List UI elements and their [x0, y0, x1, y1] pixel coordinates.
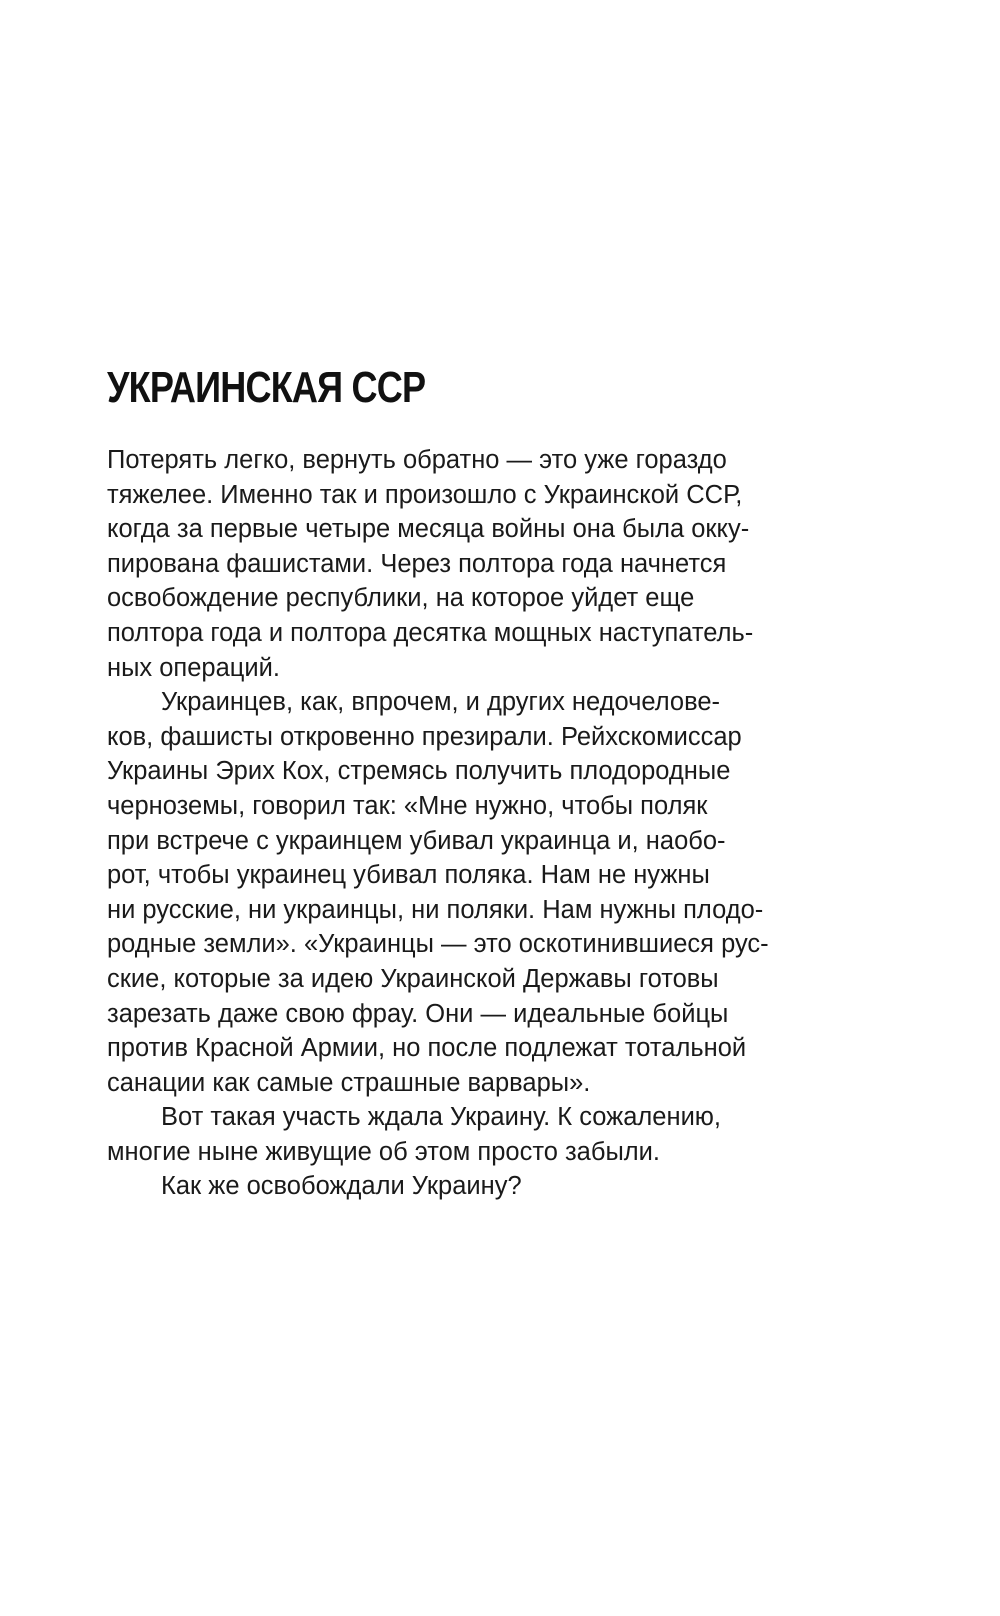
- text-line: родные земли». «Украинцы — это оскотинившиеся рус-: [107, 930, 769, 959]
- text-line: против Красной Армии, но после подлежат тотальной: [107, 1034, 747, 1063]
- text-line: многие ныне живущие об этом просто забыли.: [107, 1137, 661, 1166]
- body-text: [107, 443, 807, 1204]
- text-line: санации как самые страшные варвары».: [107, 1068, 591, 1097]
- text-line: ские, которые за идею Украинской Державы готовы: [107, 964, 719, 993]
- text-line: рот, чтобы украинец убивал поляка. Нам не нужны: [107, 861, 710, 890]
- text-line: ни русские, ни украинцы, ни поляки. Нам нужны плодо-: [107, 895, 764, 924]
- text-line: ных операций.: [107, 653, 280, 682]
- text-line: освобождение республики, на которое уйдет еще: [107, 584, 695, 613]
- text-line: Украины Эрих Кох, стремясь получить плодородные: [107, 757, 731, 786]
- paragraph-first-line: Вот такая участь ждала Украину. К сожалению,: [161, 1103, 722, 1132]
- chapter-title: УКРАИНСКАЯ ССР: [107, 363, 426, 412]
- text-line: когда за первые четыре месяца войны она была окку-: [107, 515, 750, 544]
- text-line: полтора года и полтора десятка мощных наступатель-: [107, 618, 754, 647]
- text-line: зарезать даже свою фрау. Они — идеальные бойцы: [107, 999, 729, 1028]
- text-line: ков, фашисты откровенно презирали. Рейхскомиссар: [107, 722, 742, 751]
- text-line: черноземы, говорил так: «Мне нужно, чтобы поляк: [107, 791, 708, 820]
- text-line: при встрече с украинцем убивал украинца и, наобо-: [107, 826, 726, 855]
- text-line: тяжелее. Именно так и произошло с Украинской ССР,: [107, 480, 743, 509]
- paragraph-first-line: Как же освобождали Украину?: [161, 1172, 522, 1201]
- text-line: пирована фашистами. Через полтора года начнется: [107, 549, 727, 578]
- paragraph-first-line: Украинцев, как, впрочем, и других недочелове-: [161, 688, 721, 717]
- text-line: Потерять легко, вернуть обратно — это уже гораздо: [107, 446, 727, 474]
